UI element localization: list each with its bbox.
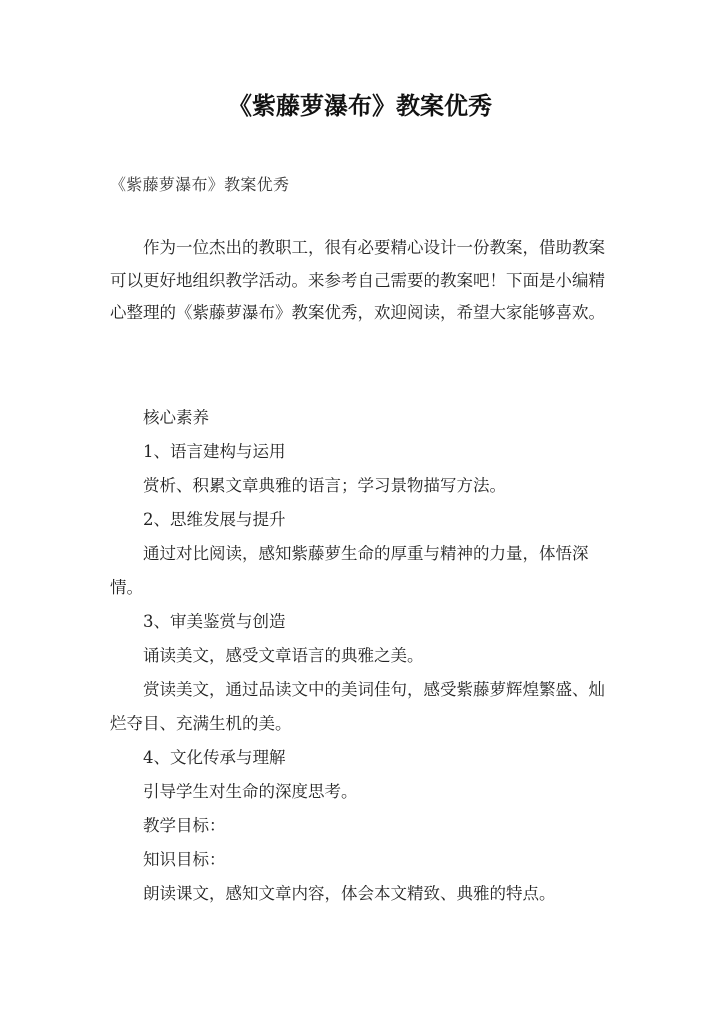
- item-3-text-a: 诵读美文，感受文章语言的典雅之美。: [143, 646, 424, 665]
- item-2-text: 通过对比阅读，感知紫藤萝生命的厚重与精神的力量，体悟深情。: [110, 544, 589, 597]
- item-4-text: 引导学生对生命的深度思考。: [143, 782, 358, 801]
- intro-paragraph: 作为一位杰出的教职工，很有必要精心设计一份教案，借助教案可以更好地组织教学活动。来参考自己需要的教案吧！下面是小编精心整理的《紫藤萝瀑布》教案优秀，欢迎阅读，希望大家能够喜欢。: [110, 238, 605, 322]
- teaching-goals-heading: 教学目标：: [143, 816, 226, 835]
- document-title: 《紫藤萝瀑布》教案优秀: [228, 92, 492, 120]
- heading-core-literacy: 核心素养: [143, 408, 209, 427]
- document-subtitle: 《紫藤萝瀑布》教案优秀: [110, 175, 290, 194]
- item-1-text: 赏析、积累文章典雅的语言；学习景物描写方法。: [143, 476, 506, 495]
- item-4-heading: 4、文化传承与理解: [143, 748, 286, 767]
- intro-paragraph-block: [110, 232, 615, 330]
- item-1-heading: 1、语言建构与运用: [143, 442, 286, 461]
- content-section: [110, 401, 620, 911]
- knowledge-goals-heading: 知识目标：: [143, 850, 226, 869]
- item-2-heading: 2、思维发展与提升: [143, 510, 286, 529]
- item-3-text-b: 赏读美文，通过品读文中的美词佳句，感受紫藤萝辉煌繁盛、灿烂夺目、充满生机的美。: [110, 680, 605, 733]
- item-3-heading: 3、审美鉴赏与创造: [143, 612, 286, 631]
- knowledge-goals-text: 朗读课文，感知文章内容，体会本文精致、典雅的特点。: [143, 884, 556, 903]
